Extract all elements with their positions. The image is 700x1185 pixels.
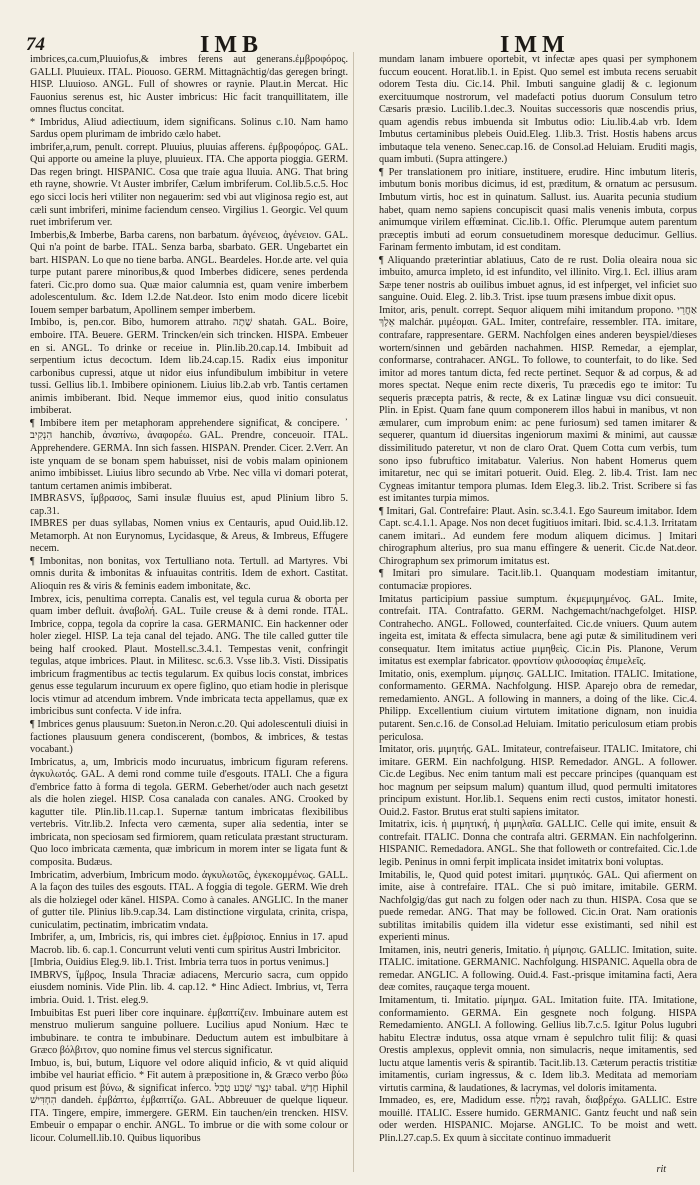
right-column	[379, 54, 697, 1174]
entry-imbrifer: imbrifer,a,rum, penult. corrept. Pluuius, pluuias afferens. ἐμβροφόρος. GAL. Qui apporte ou ameine la pluye, pluuieux. ITA. Che apporta pioggia. GERM. Das regen bringt. HISPANIC. Cosa que traíe agua lluuia. ANG. That bring eth rayne, showrie. Vt Auster imbrifer, Cælum imbriferum. Col.lib.5.c.5. Hoc ego sicci locis heri vtiliter non negauerim: sed vbi aut vliginosa regio est, aut cæli sunt imbriferi, minime faciendum censeo. Virgilius 1. Georgic. Vel quum ruet imbriferum ver.	[30, 141, 348, 229]
entry-imbrices-plausuum: ¶ Imbrices genus plausuum: Sueton.in Neron.c.20. Qui adolescentuli diuisi in factiones plausuum genera condiscerent, (bombos, & imbrices, & testas vocabant.)	[30, 718, 348, 756]
entry-imbricatim: Imbricatim, adverbium, Imbricum modo. ἀγκυλωτῶς, ἐγκεκομμένως. GALL. A la façon des tuiles des esgouts. ITAL. A foggia di tegole. GERM. Wie dreh als die holziegel oder känel. HISPA. Como à canales. ANGLIC. In the maner of gutter tile. Plinius lib.9.cap.34. Lam distinctione virgulata, crinita, crispa, cuniculatim, pectinatim, imbricatim vndata.	[30, 869, 348, 931]
page-header	[0, 0, 700, 58]
entry-immadeo: Immadeo, es, ere, Madidum esse. נִמְלַח ravah, διαβρέχω. GALLIC. Estre mouillé. ITALIC. Essere humido. GERMANIC. Gantz feucht und naß sein oder werden. HISPANIC. Mojarse. ANGLIC. To be moist and wett. Plin.l.27.cap.5. Ex quum à siccitate continuo immaduerit	[379, 1095, 697, 1145]
entry-imitabilis: Imitabilis, le, Quod quid potest imitari. μιμητικός. GAL. Qui afierment on imite, aise à contrefaire. ITAL. Che si può imitare, imitabile. GERM. Nachfolgig/das gut nach zu folgen oder nach zu thun. HISPA. Cosa que se puede remedar. ANG. That may be followed. Cic.in Orat. Nam orationis subtilitas imitabilis quidem illa videtur esse existimanti, sed nihil est experienti minus.	[379, 869, 697, 944]
entry-imitatus: Imitatus participium passiue sumptum. ἐκμεμιμημένος. GAL. Imite, contrefait. ITA. Contrafatto. GERM. Nachgemacht/nachgefolget. HISP. Contrahecho. ANGL. Followed, counterfaited. Cic.de vniuers. Quum autem ingeita est, imitata & effecta simulacra, bene agi putæ & similitudinem veri consequatur. Item imitatus actiue μιμηθεὶς. Cic.in Pis. Planone, Verum imitatus est exemplar fabricator. φροντίσιν φιλοσοφίας ἐπιμελεῖς.	[379, 593, 697, 668]
column-rule	[353, 52, 354, 1172]
entry-imberbis: Imberbis,& Imberbe, Barba carens, non barbatum. ἀγένειος, ἀγένειον. GAL. Qui n'a point de barbe. ITAL. Senza barba, sbarbato. GER. Ungebartet ein bart. HISPAN. Lo que no tiene barba. ANGL. Beardeles. Hor.de arte. vel quia turpe putant parere minoribus,& quod Imberbes didicere, senes perdenda fateri. Cic.pro domo sua. Quæ maior calumnia est, quam venire imberbem adolescentulum. &c. Idem l.2.de Nat.deor. Isto enim modo dicere licebit Iouem semper barbatum, Apollinem semper imberbem.	[30, 229, 348, 316]
entry-imitator: Imitator, oris. μιμητής. GAL. Imitateur, contrefaiseur. ITALIC. Imitatore, chi imitare. GERM. Ein nachfolgung. HISP. Remedador. ANGL. A follower. Cic.de Legibus. Nec enim tantum mali est peccare principes (quanquam est hoc magnum per seipsum malum) quantum illud, quod permulti imitatores principum existunt. Hor.lib.1. Sequens enim recti custos, imitator honesti. Ouid.2. Fastor. Brutus erat stulti sapiens imitator.	[379, 744, 697, 818]
entry-imbuo-continued: mundam lanam imbuere oportebit, vt infectæ apes quasi per symphonem fuccum eoucent. Horat.lib.1. in Epist. Quo semel est imbuta recens seruabit odorem Testa diu. Cic.14. Phil. Imbuti sanguine gladij & c. legionum exercituumque nostrorum, vel madefacti potius duorum Consulum tetro Cæsaris præsio. Lucilib.1.dec.3. Nouitas successoris quæ noscendis prius, quam agendis rebus imbuenda sit Imbutus odio: Liu.lib.4.ab vrb. Idem Imbutus certaminibus plebeis Ouid.Eleg. 1.lib.3. Trist. Hostis habens arcus imbutaque tela veneno. Senec.cap.16. de Consol.ad Heluiam. Eruditi magis, quam imbuti. (Supra attingere.)	[379, 54, 697, 166]
entry-imbrus: IMBRVS, ἴμβρος, Insula Thraciæ adiacens, Mercurio sacra, cum oppido eiusdem nominis. Vide Plin. lib. 4. cap.12. * Hinc Adiect. Imbrius, vt, Terra imbria. Ouid. 1. Trist. eleg.9.	[30, 969, 348, 1007]
entry-imbres: IMBRES per duas syllabas, Nomen vnius ex Centauris, apud Ouid.lib.12. Metamorph. At non Eurynomus, Lycidasque, & Areus, & Imbreus, Effugere necem.	[30, 518, 348, 555]
running-head-right: IMM	[500, 32, 570, 58]
entry-imbuo: Imbuo, is, bui, butum, Liquore vel odore aliquid inficio, & vt quid aliquid imbibe vel hauriat efficio. * Fit autem à præpositione in, & Græco verbo βύω quod prisum est βύνω, & significat inferco. יִנְצַר שָׁבַע טָבַל tabal. חָדַשׁ Hiphil הִחְדִּישׁ dandeh. ἐμβάπτω, ἐμβαπτίζω. GAL. Abbreuuer de quelque liqueur. ITA. Tingere, empire, immergere. GERM. Ein tauchen/ein trencken. HISV. Embeuir o empapar o enchir. ANGL. To imbrue or die with some colour or licour. Columell.lib.10. Quibus liquoribus	[30, 1057, 348, 1145]
page-number: 74	[26, 34, 45, 55]
entry-imitatio: Imitatio, onis, exemplum. μίμησις. GALLIC. Imitation. ITALIC. Imitatione, conformamento. GERMA. Nachfolgung. HISP. Aparejo obra de remedar, remedamiento. ANGL. A following in manners, a doing of the like. Cic.4. Philipp. Excellentium ciuium virtutem imitatione dignam, non inuidia putarent. Sen.c.16. de Consol.ad Heluiam. Imitatio periculosum etiam probis periculosa.	[379, 668, 697, 743]
entry-imbricus: imbrices,ca.cum,Pluuiofus,& imbres ferens aut generans.ἐμβροφόρος. GALLI. Pluuieux. ITAL. Piouoso. GERM. Mittagnächtig/das geregen bringt. HISP. Lluuioso. ANGL. Full of showres or raynie. Plaut.in Mercat. Hic Fauonius serenus est, hic Auster imbricus: Hic facit tranquillitatem, ille omnes fluctus concitat.	[30, 54, 348, 116]
entry-imbridus: * Imbridus, Aliud adiectiuum, idem significans. Solinus c.10. Nam hamo Sardus opem plurimam de imbrido cælo habet.	[30, 116, 348, 141]
entry-imbubinare: Imbuibitas Est pueri liber core inquinare. ἐμβαπτίζειν. Imbuinare autem est menstruo mulierum sanguine polluere. Lucilius apud Nonium. Hæc te imbubinare. te contra te imbubinare. Deductum autem est imbulbitare à Græco βόλβιτον, quo nomine fimus vel stercus significatur.	[30, 1007, 348, 1057]
entry-imitamen: Imitamen, inis, neutri generis, Imitatio. ἡ μίμησις. GALLIC. Imitation, suite. ITALIC. imitatione. GERMANIC. Nachfolgung. HISPANIC. Aquella obra de remedar. ANGLIC. A following. Ouid.4. Fast.-prisque imitamina facti, Aera deæ comites, rauçaque terga mouent.	[379, 944, 697, 994]
left-column	[30, 54, 348, 1174]
entry-imbrasus: IMBRASVS, ἴμβρασος, Sami insulæ fluuius est, apud Plinium libro 5. cap.31.	[30, 493, 348, 517]
entry-imitatrix: Imitatrix, icis. ἡ μιμητική, ἡ μιμηλαῖα. GALLIC. Celle qui imite, ensuit & contrefait. ITALIC. Donna che contrafa altri. GERMAN. Ein nachfolgerinn. HISPANIC. Remedadora. ANGL. She that followeth or contrefaited. Cic.1.de legib. Peninus in omni ferpit implicata insidet imitatrix boni voluptas.	[379, 819, 697, 868]
entry-imbibo: Imbibo, is, pen.cor. Bibo, humorem attraho. שָׁתָה shatah. GAL. Boire, emboire. ITA. Beuere. GERM. Trincken/ein sich trincken. HISPA. Embeuer en si. ANGL. To drinke or receiue in. Plin.lib.20.cap.14. Imbibuit ad serpentium ictus decoctum. Idem lib.24.cap.15. Radix eius imponitur carbonibus cupressi, atque ut nidor eius infundibulum imbibitur in vetere tussi. Gellius lib.1. Imbibere opinionem. Liuius lib.2.ab vrb. Tantis certamen animis imbiberant. Ibid. Neque immemor eius, quod initio consulatus imbiberat.	[30, 317, 348, 417]
running-head-left: IMB	[200, 32, 263, 58]
entry-imbuo-translation: ¶ Per translationem pro initiare, instituere, erudire. Hinc imbutum literis, imbutum bonis moribus dicimus, id est, præditum, & ornatum ac persusum. Imbutum virtis, hoc est in quinatum. Sallust. ius. Auarita pecunia studium habet, quam nemo sapiens concupiscit quasi malis venenis imbuta, corpus animumque virilem effœminat. Cic.lib.1. Offic. Plerumque autem parentum præceptis imbuti ad eorum consuetudinem moresque deducimur. Gellius. Farinam fermento imbutam, id est conditam.	[379, 166, 697, 254]
entry-imbria: [Imbria, Ouidius Eleg.9. lib.1. Trist. Imbria terra tuos in portus venimus.]	[30, 957, 329, 969]
entry-imbuo-ablative: ¶ Aliquando præterintiar ablatiuus, Cato de re rust. Dolia oleaira noua sic imbuito, amurca impleto, id est infundito, vel illinito. Virg.1. Ecl. illius aram Sæpe tener nostris ab ouilibus imbuet agnus, id est infperget, vel inficiet suo sanguine. Ouid. Eleg. 2. lib.3. Trist. ipse tuum præsens imbue dixit opus.	[379, 254, 697, 304]
entry-imitamentum: Imitamentum, ti. Imitatio. μίμημα. GAL. Imitation fuite. ITA. Imitatione, conformamiento. GERMA. Ein gesgnete noch folgung. HISPA Remedamiento. ANGLI. A following. Gellius lib.7.c.5. Igitur Polus lugubri habitu Electræ indutus, ossa atque vrnam è sepulchro tulit filij: & quasi Orestis amplexus, opplevit omnia, non simulacris, neque imitamentis, sed luctu atque lamentis veris & spirantib. Tacit.lib.13. Cæterum peractis tristitiæ imitamentis, curiam ingressus, & c. Idem lib.3. Meditata ad memoriam virtutis carmina, & laudationes, & lacrymas, vel doloris imitamenta.	[379, 995, 697, 1094]
entry-imbricatus: Imbricatus, a, um, Imbricis modo incuruatus, imbricum figuram referens. ἀγκυλωτός. GAL. A demi rond comme tuile d'esgouts. ITALI. Che a figura d'embrice fatto à forma di tegola. GERM. Geberhet/oder auch nach gesetzt als die holen ziegel. HISP. Cosa canalada con canales. ANG. Crooked by kagutter tile. Plin.lib.11.cap.1. Supernæ tantum imbricatas flexibilibus vertebris. Vitr.lib.2. Infecta vero cæmenta, super alia sedentia, inter se imbricata, non speciosam sed firmiorem, quam reticulata præstant structuram. Quo loco imbricata cæmenta, quæ imbricum in morem inter se ligata funt & composita. Budæus.	[30, 756, 348, 868]
entry-imbonitas: ¶ Imbonitas, non bonitas, vox Tertulliano nota. Tertull. ad Martyres. Vbi omnis durita & imbonitas & infuauitas contritis. Idem de exhort. Castitat. Alioquin res & viris & feminis eadem imbonitate, &c.	[30, 555, 348, 592]
entry-imitari-simulare: ¶ Imitari pro simulare. Tacit.lib.1. Quanquam modestiam imitantur, contumaciæ propiores.	[379, 568, 697, 592]
entry-imbibere-metaphor: ¶ Imbibere item per metaphoram apprehendere significat, & concipere. ᾿ הִנְקִיב hanchib, ἀναπίνω, ἀναφορέω. GAL. Prendre, conceuoir. ITAL. Apprehendere. GERMA. Inn sich fassen. HISPAN. Prender. Cicer. 2.Verr. An iste ynquam de se bonam spem habuisset, nisi de vobis malam opinionem animo imbibisset. Liuius libro secundo ab Vrbe. Nec villa vi domari poterat, tantum certamen animis imbiberat.	[30, 417, 348, 492]
entry-imbrex: Imbrex, icis, penultima correpta. Canalis est, vel tegula curua & oborta per quam imber defluit. ἀναβολή. GAL. Tuile creuse & à demi ronde. ITAL. Imbrice, coppa, tegola da coprire la casa. GERMANIC. Ein hackenner oder holer ziegel. HISP. La teja canal del tejado. ANG. The tile called gutter tile being half crooked. Plaut. Mostell.sc.3.4.1. Tempestas venit, confringit tegulas, atque imbrices. Plaut. in Militesc. sc.6.3. Vsse lib.3. Visti. Dissipatis imbricum fragmentibus ac tectis tegularum. Ex quibus locis constat, imbrices genus esse tegularum incuruum ex opere figlino, quo etiam hodie in plerisque locis vtimur ad atcendum imbrem. Vnde imbricata tecta appellamus, quæ ex imbricibus sunt confecta. V ide infra.	[30, 593, 348, 718]
entry-imitor: Imitor, aris, penult. corrept. Sequor aliquem mihi imitandum propono. אַחֲרֵי אֵלֶךְ malchár. μιμέομαι. GAL. Imiter, contrefaire, ressembler. ITA. imitare, contrafare, rappresentare. GERM. Nachfolgen eines anderen beyspiel/dieses wortern/sinnen und gebärden nachahmen. HISP. Remedar, a ejemplar, conformarse, contrahacer. ANGL. To followe, to counterfait, to do like. Sed imitor ad mores tantum dicta, fed recte pertinet. Sequor & ad corpus, & ad mores spectat. Neque enim recte dixeris, Tu præcedis ego te imitor: Tu sequeris præcepta patris, & recte, & ex Latinæ linguæ vsu dici consueuit. Plin. in Epist. Quam fane quum componerem illos habui in manibus, vt non æmularer, cum improbum enim: ac pene furiosum) sed tamen imitarer & sequerer, quantum id diuersitas ingeniorum maximi & minimi, aut caussæ dissimilitudo pateretur, vt non de claro Orat. Quem Cotta cum verbis, tum sono ipso fubruftico imitabatur. Valerius. Non habent Homerus quem imitaretur, nec qui se imitari potuerit. Ouid. Eleg. 2. lib.4. Trist. Iam nec Cygneas imitantur tempora plumas. Idem Eleg.3. lib.2. Trist. Scribere si fas est imitantes turpia mimos.	[379, 304, 697, 505]
catchword: rit	[656, 1164, 666, 1175]
entry-imitari: ¶ Imitari, Gal. Contrefaire: Plaut. Asin. sc.3.4.1. Ego Saureum imitabor. Idem Capt. sc.4.1.1. Apage. Nos non decet fugitiuos imitari. Ibid. sc.4.1.3. Irritatam canem imitari.. Ad eundem fere modum aliquem dicimus. ] Imitari chirographum alterius, pro sua manu effingere & uenerit. Cic.de Nat.deor. Chirographum sex primorum imitatus est.	[379, 505, 697, 567]
entry-imbricitor: Imbrifer, a, um, Imbricis, ris, qui imbres ciet. ἐμβρίσιος. Ennius in 17. apud Macrob. lib. 6. cap.1. Concurrunt veluti venti cum spiritus Austri Imbricitor.	[30, 932, 348, 956]
